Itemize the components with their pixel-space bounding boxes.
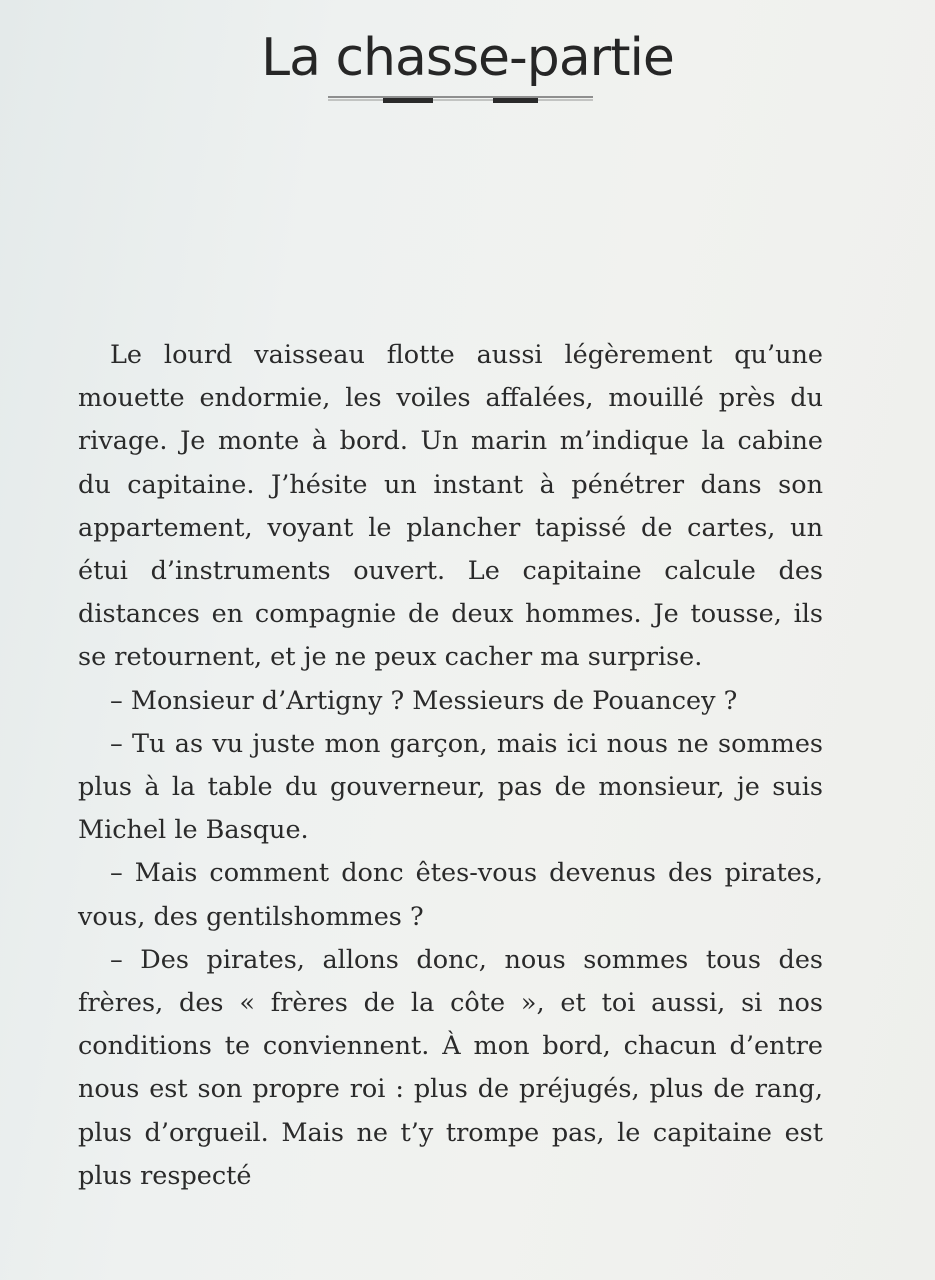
paragraph-narration: Le lourd vaisseau flotte aussi légèrement qu’une mouette endormie, les voiles affalées, mouillé près du rivage. Je monte à bord. Un marin m’indique la cabine du capitaine. J’hésite un instant à pénétrer dans son appartement, voyant le plancher tapissé de cartes, un étui d’instruments ouvert. Le capitaine calcule des distances en compagnie de deux hommes. Je tousse, ils se retournent, et je ne peux cacher ma surprise. [78, 340, 823, 673]
paragraph-dialogue-4: – Des pirates, allons donc, nous sommes tous des frères, des « frères de la côte », et toi aussi, si nos conditions te conviennent. À mon bord, chacun d’entre nous est son propre roi : plus de préjugés, plus de rang, plus d’orgueil. Mais ne t’y trompe pas, le capitaine est plus respecté [78, 944, 823, 1191]
paragraph-dialogue-3: – Mais comment donc êtes-vous devenus des pirates, vous, des gentilshommes ? [78, 858, 823, 932]
title-underline-ornament [328, 95, 593, 107]
chapter-title: La chasse-partie [261, 28, 674, 88]
paragraph-dialogue-2: – Tu as vu juste mon garçon, mais ici nous ne sommes plus à la table du gouverneur, pas de monsieur, je suis Michel le Basque. [78, 728, 823, 846]
paragraph-dialogue-1: – Monsieur d’Artigny ? Messieurs de Pouancey ? [110, 685, 738, 716]
chapter-body [78, 334, 823, 1198]
